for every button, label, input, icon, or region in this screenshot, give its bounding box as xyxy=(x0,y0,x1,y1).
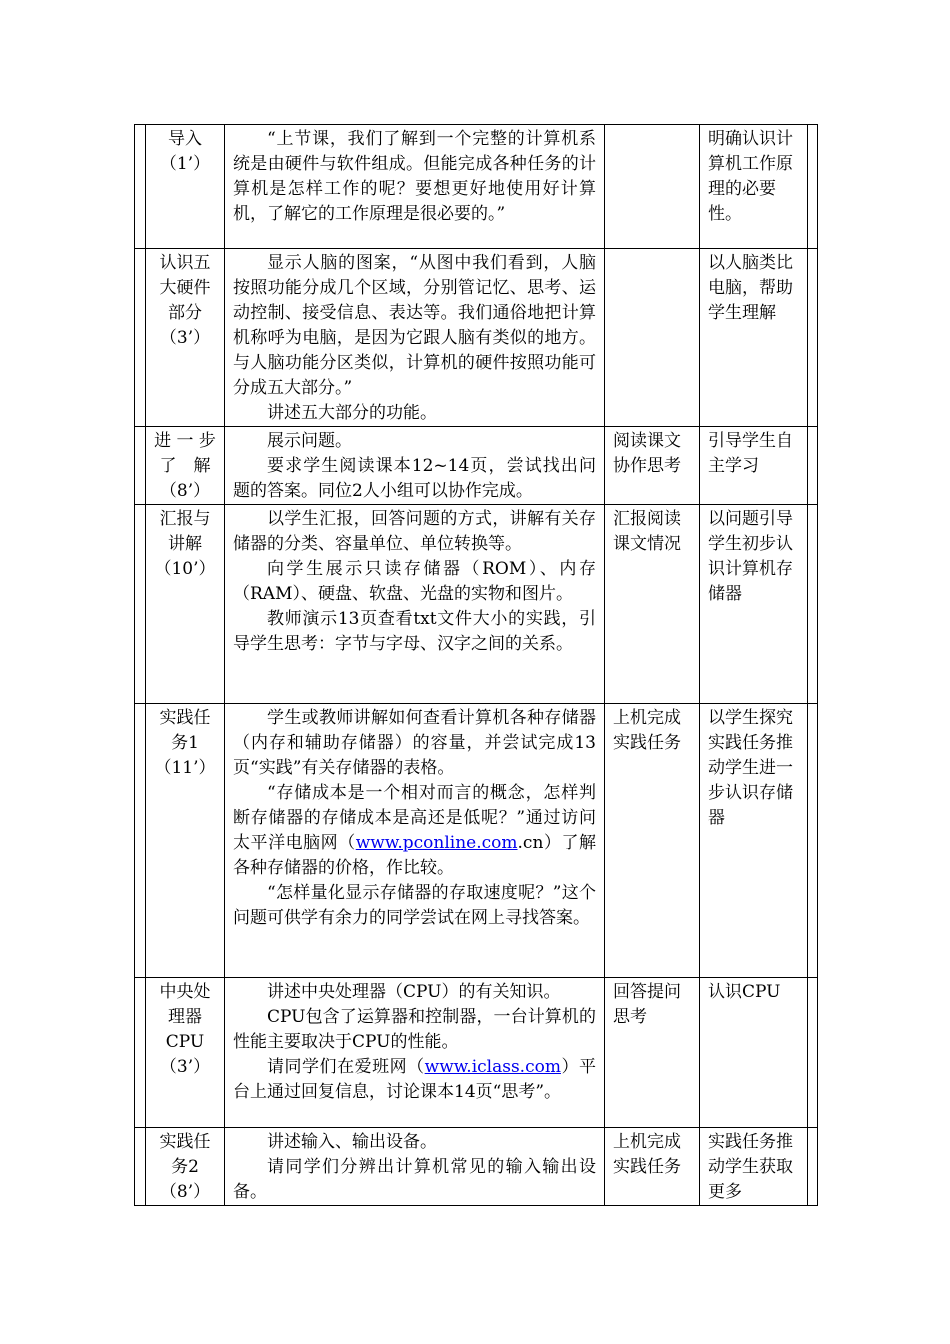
table-row xyxy=(135,704,818,978)
stage-cell: 实践任务1 （11’） xyxy=(146,704,225,978)
stage-cell: 中央处理器CPU（3’） xyxy=(146,978,225,1128)
student-activity-cell: 上机完成实践任务 xyxy=(605,704,700,978)
lesson-plan-table xyxy=(134,124,818,1206)
table-row xyxy=(135,978,818,1128)
student-activity-cell: 回答提问思考 xyxy=(605,978,700,1128)
teacher-activity-cell: 学生或教师讲解如何查看计算机各种存储器（内存和辅助存储器）的容量，并尝试完成13页“实践”有关存储器的表格。 “存储成本是一个相对而言的概念，怎样判断存储器的存储成本是高还是低呢？”通过访问太平洋电脑网（www.pconline.com.cn）了解各种存储器的价格，作比较。 “怎样量化显示存储器的存取速度呢？”这个问题可供学有余力的同学尝试在网上寻找答案。 xyxy=(225,704,605,978)
student-activity-cell: 阅读课文协作思考 xyxy=(605,427,700,505)
stage-cell: 汇报与讲解 （10’） xyxy=(146,505,225,704)
student-activity-cell xyxy=(605,125,700,249)
table-row xyxy=(135,505,818,704)
table-row xyxy=(135,125,818,249)
stage-cell: 认识五大硬件部分 （3’） xyxy=(146,249,225,427)
iclass-link[interactable]: www.iclass.com xyxy=(424,1057,561,1077)
table-row xyxy=(135,1128,818,1206)
design-intent-cell: 实践任务推动学生获取更多 xyxy=(700,1128,808,1206)
student-activity-cell: 汇报阅读课文情况 xyxy=(605,505,700,704)
design-intent-cell: 以学生探究实践任务推动学生进一步认识存储器 xyxy=(700,704,808,978)
teacher-activity-cell: 显示人脑的图案，“从图中我们看到，人脑按照功能分成几个区域，分别管记忆、思考、运动控制、接受信息、表达等。我们通俗地把计算机称呼为电脑，是因为它跟人脑有类似的地方。与人脑功能分区类似，计算机的硬件按照功能可分成五大部分。” 讲述五大部分的功能。 xyxy=(225,249,605,427)
teacher-activity-cell: 讲述中央处理器（CPU）的有关知识。 CPU包含了运算器和控制器，一台计算机的性能主要取决于CPU的性能。 请同学们在爱班网（www.iclass.com）平台上通过回复信息，讨论课本14页“思考”。 xyxy=(225,978,605,1128)
design-intent-cell: 以人脑类比电脑，帮助学生理解 xyxy=(700,249,808,427)
student-activity-cell xyxy=(605,249,700,427)
table-row xyxy=(135,427,818,505)
teacher-activity-cell: 展示问题。 要求学生阅读课本12~14页，尝试找出问题的答案。同位2人小组可以协作完成。 xyxy=(225,427,605,505)
pconline-link[interactable]: www.pconline.com xyxy=(355,833,518,853)
stage-cell: 导入 （1’） xyxy=(146,125,225,249)
teacher-activity-cell: “上节课，我们了解到一个完整的计算机系统是由硬件与软件组成。但能完成各种任务的计算机是怎样工作的呢？要想更好地使用好计算机，了解它的工作原理是很必要的。” xyxy=(225,125,605,249)
stage-cell: 进 一 步了 解 （8’） xyxy=(146,427,225,505)
teacher-activity-cell: 以学生汇报，回答问题的方式，讲解有关存储器的分类、容量单位、单位转换等。 向学生展示只读存储器（ROM）、内存（RAM）、硬盘、软盘、光盘的实物和图片。 教师演示13页查看txt文件大小的实践，引导学生思考：字节与字母、汉字之间的关系。 xyxy=(225,505,605,704)
design-intent-cell: 引导学生自主学习 xyxy=(700,427,808,505)
design-intent-cell: 认识CPU xyxy=(700,978,808,1128)
design-intent-cell: 明确认识计算机工作原理的必要性。 xyxy=(700,125,808,249)
stage-cell: 实践任务2 （8’） xyxy=(146,1128,225,1206)
table-row xyxy=(135,249,818,427)
teacher-activity-cell: 讲述输入、输出设备。 请同学们分辨出计算机常见的输入输出设备。 xyxy=(225,1128,605,1206)
student-activity-cell: 上机完成实践任务 xyxy=(605,1128,700,1206)
design-intent-cell: 以问题引导学生初步认识计算机存储器 xyxy=(700,505,808,704)
